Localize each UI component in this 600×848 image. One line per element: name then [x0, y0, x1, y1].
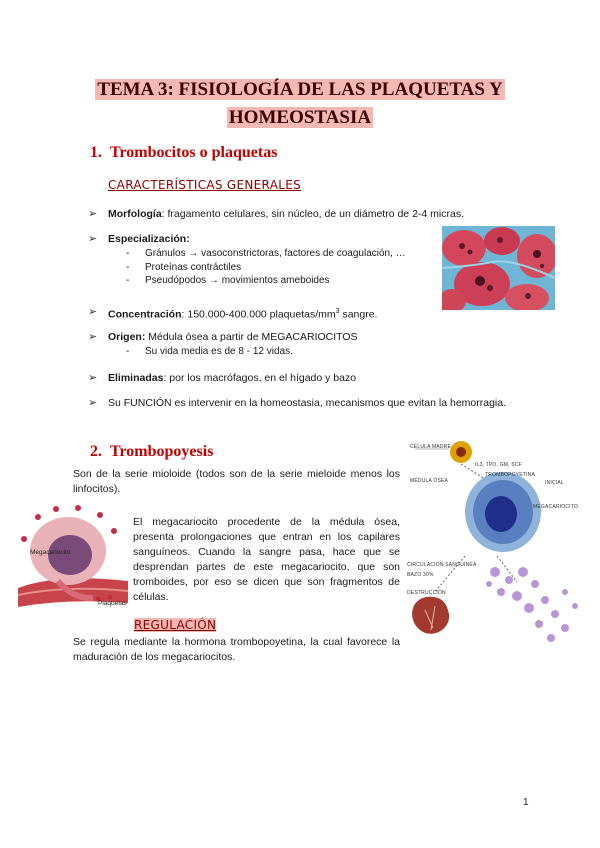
bullet-eliminadas: ➢ Eliminadas: por los macrófagos, en el hígado y bazo — [88, 372, 357, 384]
bullet-text: : fragamento celulares, sin núcleo, de un diámetro de 2-4 micras. — [161, 208, 464, 220]
bullet-label: Concentración — [108, 308, 182, 321]
list-item: - Proteínas contráctiles — [126, 261, 242, 273]
section-1-number: 1. — [90, 144, 102, 161]
label-destruccion: DESTRUCCIÓN — [407, 590, 446, 596]
label-celula-madre: CÉLULA MADRE — [410, 444, 452, 450]
bullet-morfologia — [88, 207, 468, 221]
megakaryocyte-illustration — [18, 503, 128, 615]
bullet-label: Especialización: — [108, 233, 190, 245]
label-plaquetas: Plaquetas — [98, 600, 127, 607]
arrow-bullet-icon: ➢ — [88, 331, 98, 343]
arrow-bullet-icon: ➢ — [88, 233, 98, 245]
label-il3: IL3, TPO, GM, SCF — [475, 462, 522, 468]
section-2-heading — [90, 443, 213, 461]
section-1-title: Trombocitos o plaquetas — [110, 144, 278, 161]
regulacion-heading: REGULACIÓN — [134, 618, 217, 632]
bullet-label: Eliminadas — [108, 372, 164, 384]
label-medula-osea: MÉDULA ÓSEA — [410, 478, 449, 484]
section-1-heading — [90, 144, 277, 162]
title-line-2: HOMEOSTASIA — [228, 107, 372, 128]
platelet-micrograph-image — [442, 226, 555, 310]
thrombopoiesis-diagram — [405, 432, 585, 647]
bullet-origen: ➢ Origen: Médula ósea a partir de MEGACARIOCITOS — [88, 331, 358, 343]
page-number: 1 — [523, 797, 529, 808]
label-circulacion: CIRCULACIÓN SANGUÍNEA — [407, 562, 477, 568]
bullet-label: Morfología — [108, 208, 162, 220]
page-title — [60, 76, 540, 132]
title-line-1: TEMA 3: FISIOLOGÍA DE LAS PLAQUETAS Y — [97, 79, 503, 100]
label-trombopoyetina: TROMBOPOYETINA — [485, 472, 536, 478]
origen-sub-item: - Su vida media es de 8 - 12 vidas. — [126, 346, 293, 357]
regulacion-text: Se regula mediante la hormona trombopoyetina, la cual favorece la maduración de los megacariocitos. — [73, 636, 400, 663]
arrow-bullet-icon: ➢ — [88, 208, 98, 220]
section-2-intro: Son de la serie mioloide (todos son de la serie mieloide menos los linfocitos). — [73, 468, 400, 495]
section-2-title: Trombopoyesis — [110, 443, 214, 460]
label-inicial: INICIAL — [545, 480, 564, 486]
label-megacariocito: Megacariocito — [30, 549, 71, 556]
list-item: - Pseudópodos → movimientos ameboides — [126, 275, 330, 286]
arrow-bullet-icon: ➢ — [88, 306, 98, 318]
section-2-paragraph: El megacariocito procedente de la médula ósea, presenta prolongaciones que entran en los capilares sanguíneos. Cuando la sangre pasa, hace que se desprendan partes de este megacariocito, que son tromboides, por eso se dicen que son fragmentos de células. — [133, 516, 400, 603]
label-megacariocito: MEGACARIOCITO — [533, 504, 579, 510]
bullet-funcion: ➢ Su FUNCIÓN es intervenir en la homeostasia, mecanismos que evitan la hemorragia. — [88, 397, 507, 409]
label-bazo: BAZO 30% — [407, 572, 434, 578]
arrow-bullet-icon: ➢ — [88, 372, 98, 384]
bullet-concentracion: ➢ Concentración: 150.000-400.000 plaquetas/$mm^3$ sangre. — [88, 306, 378, 321]
especializacion-list — [126, 247, 426, 288]
section-1-subheading: CARACTERÍSTICAS GENERALES — [108, 178, 301, 192]
section-2-number: 2. — [90, 443, 102, 460]
bullet-especializacion — [88, 232, 190, 246]
bullet-label: Origen: — [108, 331, 146, 343]
arrow-bullet-icon: ➢ — [88, 397, 98, 409]
list-item: - Gránulos → vasoconstrictoras, factores de coagulación, … — [126, 248, 406, 259]
